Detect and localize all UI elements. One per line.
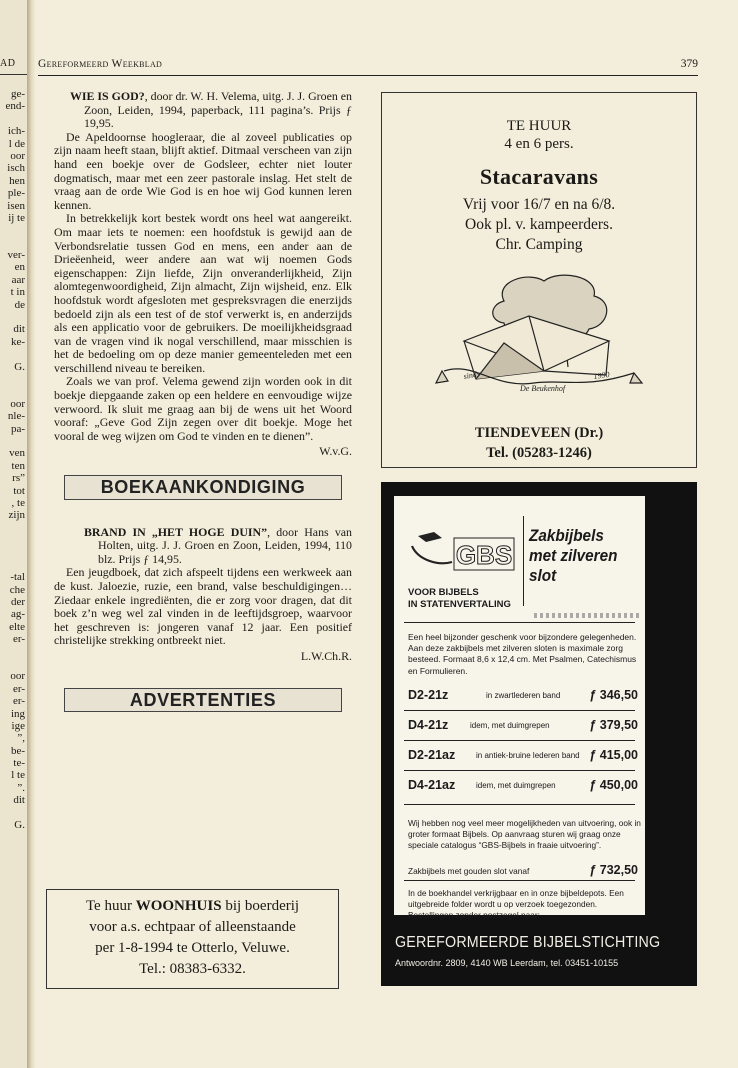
previous-page-line: rs” — [12, 472, 25, 485]
tent-illustration — [434, 271, 644, 411]
review-brand — [54, 526, 352, 664]
previous-page-line — [5, 113, 25, 125]
ad-headline: Stacaravans — [479, 164, 599, 189]
previous-page-line: G. — [14, 360, 25, 373]
gbs-gold-slot: Zakbijbels met gouden slot vanaf ƒ 732,50 — [408, 863, 638, 877]
review-paragraph: Zoals we van prof. Velema gewend zijn worden ook in dit boekje diepgaande zaken op een heldere en eenvoudige wijze verwoord. Ik sluit me graag aan bij de wens uit het Woord vooraf: „Geve God Zijn zegen over dit boekje. Moge het vooral de weg wijzen om God te vinden en te dienen”. — [54, 374, 352, 443]
previous-page-line: ”. — [17, 781, 25, 794]
previous-page-line — [5, 522, 25, 534]
left-column — [54, 90, 352, 712]
ad-gbs-zakbijbels — [381, 482, 697, 986]
ad-contact — [382, 423, 696, 463]
previous-page-line: aar — [11, 273, 25, 286]
ad-text-bold: WOONHUIS — [135, 898, 222, 914]
ad-text: voor a.s. echtpaar of alleenstaande — [89, 919, 296, 935]
previous-page-line — [5, 807, 25, 819]
previous-page-line: t in — [10, 286, 25, 299]
previous-page-header: AD — [0, 58, 16, 69]
previous-page-line: isen — [7, 199, 25, 212]
gbs-address: Antwoordnr. 2809, 4140 WB Leerdam, tel. 03451-10155 — [395, 958, 619, 968]
review-title: WIE IS GOD? — [70, 89, 145, 103]
price-row: D4-21z idem, met duimgrepen ƒ 379,50 — [408, 718, 638, 732]
previous-page-line — [5, 373, 25, 385]
price-row: D2-21az in antiek-bruine lederen band ƒ 415,00 — [408, 748, 638, 762]
banner-left: sinds — [462, 369, 481, 381]
previous-page-line — [5, 385, 25, 397]
ad-place: TIENDEVEEN (Dr.) — [474, 425, 604, 441]
previous-page-line: end- — [5, 100, 25, 113]
previous-page-line: ing — [10, 707, 25, 720]
review-paragraph: Een jeugdboek, dat zich afspeelt tijdens een werkweek aan de kust. Jaloezie, ruzie, een brand, valse beschuldigingen… Ziedaar enkele ingrediënten, die er zorg voor dragen, dat dit boek z’n weg wel zal vinden in de leeftijdsgroep, waarvoor het geschreven is: jongeren vanaf 12 jaar. Een positief christelijke strekking ontbreekt niet. — [54, 565, 352, 648]
previous-page-line — [5, 546, 25, 558]
ad-phone: Tel.: 08383-6332. — [139, 961, 246, 977]
gbs-logo-text: GBS — [455, 540, 513, 570]
ad-text: Vrij voor 16/7 en na 6/8. — [462, 196, 616, 213]
bible-icon — [408, 526, 518, 582]
gbs-ordering-info: In de boekhandel verkrijgbaar en in onze bijbeldepots. Een uitgebreide folder wordt u op verzoek toegezonden. Bestellingen zonder postzegel naar: — [408, 888, 624, 920]
gbs-more-info: Wij hebben nog veel meer mogelijkheden van uitvoering, ook in groter formaat Bijbels. Op aanvraag sturen wij graag onze speciale catalogus “GBS-Bijbels in fraaie uitvoering”. — [408, 818, 641, 850]
review-paragraph: De Apeldoornse hoogleraar, die al zoveel publicaties op zijn naam heeft staan, blijft aktief. Ditmaal verscheen van zijn hand een boekje over de Godsleer, echter niet louter dogmatisch, maar met een zeer pastorale inslag. Het stelt de vraag aan de orde Wie God is en hoe wij God kunnen leren kennen. — [54, 129, 352, 212]
previous-page-line: ich- — [7, 125, 25, 138]
page-spine — [27, 0, 35, 1068]
review-velema — [54, 90, 352, 459]
gbs-description: Een heel bijzonder geschenk voor bijzondere gelegenheden. Aan deze zakbijbels met zilveren sloten is maximale zorg besteed. Formaat 8,6 x 12,4 cm. Met Psalmen, Catechismus en Formulieren. — [408, 632, 637, 676]
banner-right: 1990 — [593, 369, 611, 381]
previous-page-line: dit — [13, 794, 25, 807]
previous-page-line: er- — [13, 682, 25, 695]
previous-page-line: che — [9, 583, 25, 596]
price-row: D2-21z in zwartlederen band ƒ 346,50 — [408, 688, 638, 702]
previous-page-line — [5, 559, 25, 571]
previous-page-line: hen — [9, 174, 25, 187]
previous-page-text — [5, 88, 25, 831]
previous-page-line — [5, 348, 25, 360]
previous-page-line: te- — [13, 757, 25, 770]
review-title: BRAND IN „HET HOGE DUIN” — [84, 524, 268, 539]
ad-text: Chr. Camping — [495, 236, 583, 253]
page-number: 379 — [680, 58, 698, 70]
ad-text: TE HUUR — [506, 118, 572, 134]
previous-page-line: elte — [9, 620, 25, 633]
price-row: D4-21az idem, met duimgrepen ƒ 450,00 — [408, 778, 638, 792]
previous-page-line: ag- — [10, 608, 25, 621]
previous-page-line: ten — [11, 459, 25, 472]
previous-page-line: ”, — [17, 732, 25, 745]
previous-page-line: ven — [9, 447, 25, 460]
previous-page-line: er- — [13, 695, 25, 708]
gbs-subtitle: VOOR BIJBELS IN STATENVERTALING — [408, 587, 511, 610]
header-rule — [38, 75, 698, 76]
previous-page-line: G. — [14, 819, 25, 832]
previous-page-line: be- — [10, 744, 25, 757]
previous-page-line: ge- — [10, 88, 25, 100]
review-meta: , door Hans van Holten, uitg. J. J. Groen en Zoon, Leiden, 1994, 110 blz. Prijs ƒ 14,95. — [98, 524, 352, 566]
previous-page-line: oor — [10, 670, 25, 683]
gbs-panel — [394, 496, 645, 920]
previous-page-line: ver- — [7, 249, 25, 262]
section-heading-advertenties: ADVERTENTIES — [64, 688, 342, 713]
review-signature: W.v.G. — [319, 444, 352, 459]
previous-page-line: , te — [11, 496, 25, 509]
previous-page-edge — [0, 0, 27, 1068]
previous-page-line — [5, 435, 25, 447]
previous-page-line: ige — [11, 719, 25, 732]
previous-page-line: ij te — [8, 211, 25, 224]
review-signature: L.W.Ch.R. — [300, 648, 352, 663]
ad-phone: Tel. (05283-1246) — [486, 445, 592, 461]
banner-mid: De Beukenhof — [520, 384, 566, 393]
previous-page-line: tot — [13, 484, 25, 497]
ad-text: Te huur — [85, 898, 136, 914]
previous-page-line: l de — [8, 137, 25, 150]
gbs-headline: Zakbijbels met zilveren slot — [529, 526, 618, 585]
previous-page-line: isch — [7, 162, 25, 175]
previous-page-line — [5, 658, 25, 670]
review-meta: , door dr. W. H. Velema, uitg. J. J. Groen en Zoon, Leiden, 1994, paperback, 111 pagina’s. Prijs ƒ 19,95. — [84, 89, 353, 131]
previous-page-line — [5, 534, 25, 546]
ad-camping — [381, 92, 697, 468]
previous-page-line: ple- — [7, 187, 25, 200]
previous-page-line — [5, 237, 25, 249]
previous-page-line: l te — [11, 769, 25, 782]
ad-text: 4 en 6 pers. — [504, 136, 574, 152]
previous-page-line: pa- — [10, 422, 25, 435]
previous-page-line: oor — [10, 149, 25, 162]
previous-page-line — [5, 646, 25, 658]
previous-page-line: dit — [13, 323, 25, 336]
previous-page-line: ke- — [10, 335, 25, 348]
ad-text: bij boerderij — [221, 898, 300, 914]
previous-page-line: oor — [10, 397, 25, 410]
ad-woonhuis — [46, 889, 339, 989]
previous-page-line: der — [10, 596, 25, 609]
review-paragraph: In betrekkelijk kort bestek wordt ons heel wat aangereikt. Om maar iets te noemen: een hoofdstuk is gewijd aan de Verbondsrelatie tussen God en mens, een ander aan de Drieëenheid, weer andere aan wat wij noemen Gods eigenschappen: Zijn liefde, Zijn onveranderlijkheid, Zijn alomtegenwoordigheid, Zijn almacht, Zijn wijsheid, enz. Elk hoofdstuk wordt afgesloten met gespreksvragen die enerzijds bedoeld zijn als een test of de stof verwerkt is, en anderzijds als een applicatio voor de gebruikers. De moeilijkheidsgraad van de vragen vind ik nogal verschillend, maar misschien is het de bedoeling om op deze manier gemeenteleden met een verschillend niveau te bereiken. — [54, 211, 352, 375]
running-header — [38, 58, 698, 70]
previous-page-line: de — [14, 298, 25, 311]
previous-page-line: nle- — [7, 410, 25, 423]
gbs-organisation: GEREFORMEERDE BIJBELSTICHTING — [395, 934, 661, 951]
previous-page-line: zijn — [8, 509, 25, 522]
decorative-dots — [534, 613, 642, 618]
previous-page-line: er- — [13, 633, 25, 646]
previous-page-line: en — [14, 261, 25, 274]
ad-text: Ook pl. v. kampeerders. — [465, 216, 613, 233]
magazine-title: Gereformeerd Weekblad — [38, 58, 163, 70]
ad-text: per 1-8-1994 te Otterlo, Veluwe. — [95, 940, 290, 956]
previous-page-line — [5, 311, 25, 323]
previous-page-line — [5, 224, 25, 236]
previous-page-line: -tal — [10, 571, 25, 584]
section-heading-boekaankondiging: BOEKAANKONDIGING — [64, 475, 342, 500]
